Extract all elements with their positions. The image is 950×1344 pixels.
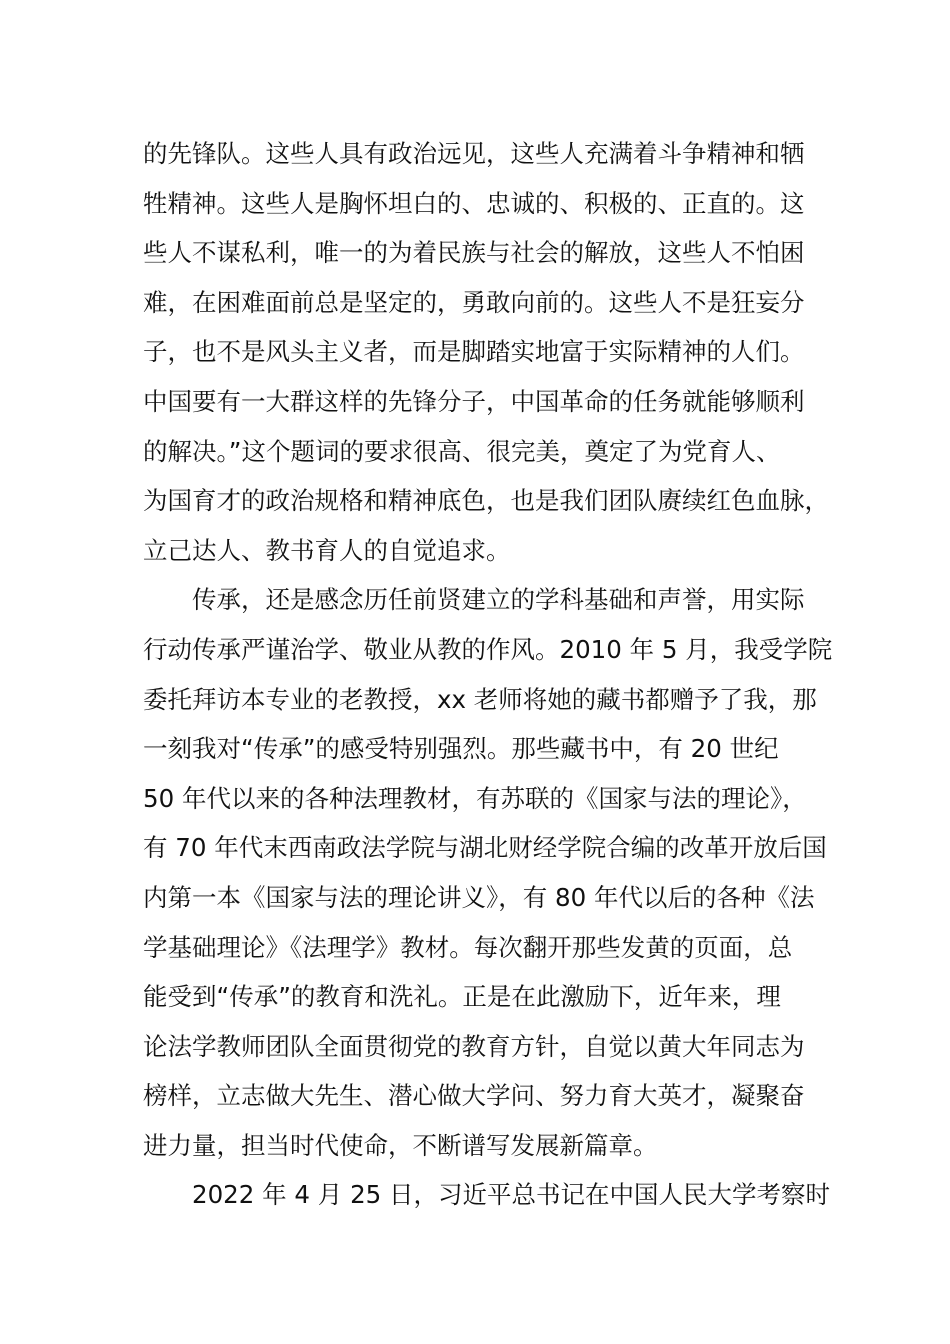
text-line: 委托拜访本专业的老教授，xx 老师将她的藏书都赠予了我，那 <box>143 684 817 714</box>
text-line: 些人不谋私利，唯一的为着民族与社会的解放，这些人不怕困 <box>143 238 805 268</box>
text-line: 为国育才的政治规格和精神底色，也是我们团队赓续红色血脉， <box>143 486 829 516</box>
text-line: 行动传承严谨治学、敬业从教的作风。2010 年 5 月，我受学院 <box>143 634 833 664</box>
text-line: 的解决。”这个题词的要求很高、很完美，奠定了为党育人、 <box>143 436 781 466</box>
text-line: 的先锋队。这些人具有政治远见，这些人充满着斗争精神和牺 <box>143 139 805 168</box>
text-line: 有 70 年代末西南政法学院与湖北财经学院合编的改革开放后国 <box>143 833 827 863</box>
text-line: 中国要有一大群这样的先锋分子，中国革命的任务就能够顺利 <box>143 386 805 416</box>
text-line: 50 年代以来的各种法理教材，有苏联的《国家与法的理论》， <box>143 783 807 813</box>
text-line: 子，也不是风头主义者，而是脚踏实地富于实际精神的人们。 <box>143 337 805 367</box>
text-line: 立己达人、教书育人的自觉追求。 <box>143 535 511 565</box>
text-line: 一刻我对“传承”的感受特别强烈。那些藏书中，有 20 世纪 <box>143 734 779 764</box>
text-line: 能受到“传承”的教育和洗礼。正是在此激励下，近年来，理 <box>143 982 781 1012</box>
text-line: 牲精神。这些人是胸怀坦白的、忠诚的、积极的、正直的。这 <box>143 188 805 218</box>
paragraph-start-line: 传承，还是感念历任前贤建立的学科基础和声誉，用实际 <box>192 585 805 615</box>
text-line: 进力量，担当时代使命，不断谱写发展新篇章。 <box>143 1130 658 1160</box>
text-line: 难，在困难面前总是坚定的，勇敢向前的。这些人不是狂妄分 <box>143 287 805 317</box>
text-line: 论法学教师团队全面贯彻党的教育方针，自觉以黄大年同志为 <box>143 1031 805 1061</box>
text-line: 学基础理论》《法理学》教材。每次翻开那些发黄的页面，总 <box>143 932 793 962</box>
text-line: 榜样，立志做大先生、潜心做大学问、努力育大英才，凝聚奋 <box>143 1081 805 1111</box>
text-line: 内第一本《国家与法的理论讲义》，有 80 年代以后的各种《法 <box>143 882 815 912</box>
body-text <box>143 129 833 1220</box>
paragraph-start-line: 2022 年 4 月 25 日，习近平总书记在中国人民大学考察时 <box>192 1180 831 1210</box>
